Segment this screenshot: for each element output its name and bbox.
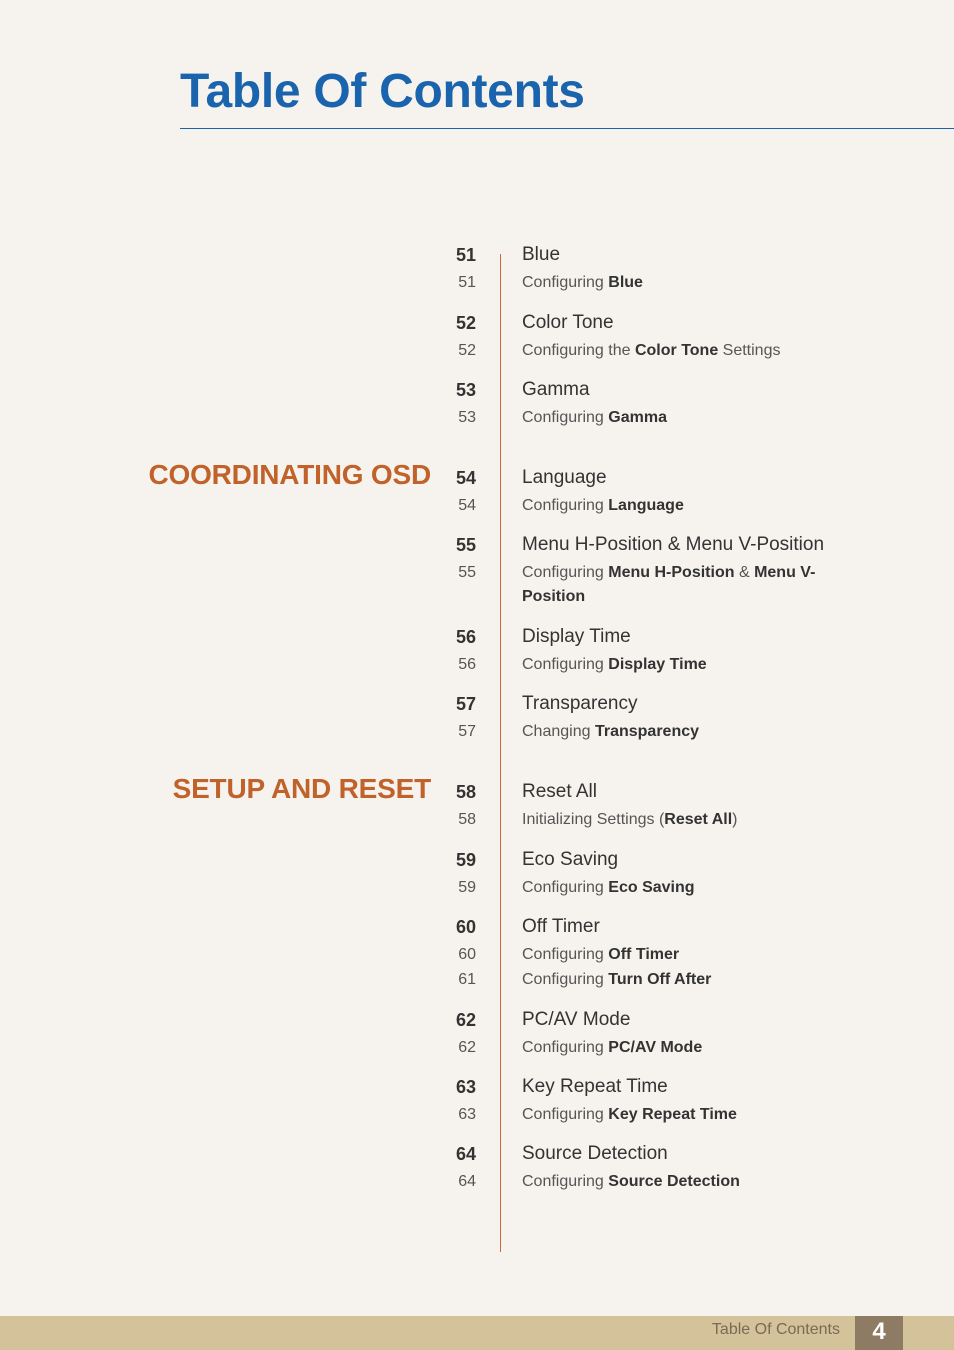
footer-label: Table Of Contents bbox=[711, 1321, 840, 1338]
toc-subentry-title[interactable] bbox=[522, 943, 852, 967]
toc-subentry-page: 60 bbox=[458, 946, 476, 963]
toc-subentry-page: 57 bbox=[458, 723, 476, 740]
toc-subentry-text: Configuring bbox=[522, 971, 609, 988]
page-number: 4 bbox=[855, 1316, 903, 1350]
toc-subentry-emphasis: Source Detection bbox=[608, 1173, 740, 1190]
toc-subentry-emphasis: Blue bbox=[608, 274, 643, 291]
toc-entry-title[interactable]: Gamma bbox=[522, 379, 590, 400]
toc-subentry-text: Changing bbox=[522, 723, 595, 740]
toc-subentry-title[interactable] bbox=[522, 968, 852, 992]
toc-entry-page: 55 bbox=[455, 535, 476, 555]
toc-subentry-text: Settings bbox=[718, 342, 781, 359]
toc-subentry-emphasis: Menu V-Position bbox=[522, 564, 816, 605]
toc-entry-page: 52 bbox=[455, 313, 476, 333]
toc-entry-page: 51 bbox=[455, 245, 476, 265]
toc-entry-title[interactable]: PC/AV Mode bbox=[522, 1009, 631, 1030]
toc-subentry-emphasis: Gamma bbox=[608, 409, 667, 426]
toc-subentry-title[interactable] bbox=[522, 494, 852, 518]
toc-subentry-page: 61 bbox=[458, 971, 476, 988]
toc-subentry-text: Configuring bbox=[522, 274, 609, 291]
toc-entry-title[interactable]: Color Tone bbox=[522, 312, 614, 333]
toc-subentry-text: Configuring bbox=[522, 409, 609, 426]
toc-subentry-page: 58 bbox=[458, 811, 476, 828]
toc-subentry-title[interactable] bbox=[522, 339, 852, 363]
toc-subentry-text: Configuring bbox=[522, 1106, 609, 1123]
toc-entry-title[interactable]: Eco Saving bbox=[522, 849, 619, 870]
section-heading-coordinating-osd: COORDINATING OSD bbox=[148, 459, 431, 490]
toc-subentry-title[interactable] bbox=[522, 1036, 852, 1060]
toc-subentry-text: Configuring bbox=[522, 1039, 609, 1056]
toc-entry-page: 63 bbox=[455, 1077, 476, 1097]
toc-subentry-page: 51 bbox=[458, 274, 476, 291]
column-divider bbox=[500, 254, 501, 1252]
toc-subentry-emphasis: Menu H-Position bbox=[608, 564, 735, 581]
toc-subentry-page: 56 bbox=[458, 656, 476, 673]
toc-subentry-page: 62 bbox=[458, 1039, 476, 1056]
toc-subentry-page: 59 bbox=[458, 879, 476, 896]
toc-entry-title[interactable]: Display Time bbox=[522, 626, 631, 647]
toc-subentry-text: Configuring bbox=[522, 656, 609, 673]
toc-subentry-page: 54 bbox=[458, 497, 476, 514]
toc-subentry-text: Configuring bbox=[522, 1173, 609, 1190]
toc-subentry-emphasis: Turn Off After bbox=[608, 971, 712, 988]
title-underline bbox=[180, 128, 954, 129]
toc-subentry-emphasis: Off Timer bbox=[608, 946, 680, 963]
toc-entry-title[interactable]: Reset All bbox=[522, 781, 597, 802]
toc-subentry-title[interactable] bbox=[522, 406, 852, 430]
toc-subentry-title[interactable] bbox=[522, 1170, 852, 1194]
toc-entry-title[interactable]: Language bbox=[522, 467, 607, 488]
section-heading-setup-and-reset: SETUP AND RESET bbox=[172, 773, 431, 804]
toc-entry-title[interactable]: Key Repeat Time bbox=[522, 1076, 668, 1097]
toc-subentry-text: Configuring bbox=[522, 497, 609, 514]
toc-subentry-text: Configuring bbox=[522, 946, 609, 963]
toc-subentry-title[interactable] bbox=[522, 1103, 852, 1127]
toc-subentry-text: Configuring bbox=[522, 879, 609, 896]
toc-entry-page: 53 bbox=[455, 380, 476, 400]
toc-subentry-emphasis: Display Time bbox=[608, 656, 707, 673]
toc-subentry-text: & bbox=[734, 564, 755, 581]
page-title: Table Of Contents bbox=[180, 65, 585, 118]
toc-subentry-page: 52 bbox=[458, 342, 476, 359]
toc-entry-title[interactable]: Blue bbox=[522, 244, 561, 265]
toc-entry-page: 56 bbox=[455, 627, 476, 647]
toc-subentry-title[interactable] bbox=[522, 653, 852, 677]
toc-subentry-title[interactable] bbox=[522, 720, 852, 744]
toc-subentry-text: Configuring the bbox=[522, 342, 635, 359]
toc-subentry-title[interactable] bbox=[522, 271, 852, 295]
toc-entry-page: 54 bbox=[455, 468, 476, 488]
toc-entry-title[interactable]: Transparency bbox=[522, 693, 638, 714]
toc-entry-title[interactable]: Source Detection bbox=[522, 1143, 668, 1164]
toc-entry-title[interactable]: Off Timer bbox=[522, 916, 600, 937]
toc-subentry-page: 64 bbox=[458, 1173, 476, 1190]
toc-subentry-emphasis: Transparency bbox=[594, 723, 700, 740]
toc-subentry-emphasis: Reset All bbox=[664, 811, 733, 828]
toc-subentry-title[interactable] bbox=[522, 808, 852, 832]
toc-subentry-emphasis: Eco Saving bbox=[608, 879, 695, 896]
toc-entry-page: 62 bbox=[455, 1010, 476, 1030]
toc-subentry-text: ) bbox=[732, 811, 738, 828]
toc-entry-page: 57 bbox=[455, 694, 476, 714]
toc-subentry-page: 55 bbox=[458, 564, 476, 581]
toc-subentry-emphasis: Color Tone bbox=[634, 342, 719, 359]
toc-entry-title[interactable]: Menu H-Position & Menu V-Position bbox=[522, 534, 825, 555]
toc-entry-page: 58 bbox=[455, 782, 476, 802]
toc-entry-page: 59 bbox=[455, 850, 476, 870]
toc-subentry-page: 53 bbox=[458, 409, 476, 426]
toc-subentry-emphasis: Key Repeat Time bbox=[608, 1106, 737, 1123]
toc-subentry-title[interactable] bbox=[522, 876, 852, 900]
toc-subentry-page: 63 bbox=[458, 1106, 476, 1123]
toc-subentry-text: Configuring bbox=[522, 564, 609, 581]
toc-subentry-title[interactable] bbox=[522, 561, 852, 609]
toc-entry-page: 64 bbox=[455, 1144, 476, 1164]
toc-subentry-emphasis: Language bbox=[608, 497, 684, 514]
toc-subentry-text: Initializing Settings ( bbox=[522, 811, 665, 828]
toc-entry-page: 60 bbox=[455, 917, 476, 937]
toc-subentry-emphasis: PC/AV Mode bbox=[608, 1039, 703, 1056]
